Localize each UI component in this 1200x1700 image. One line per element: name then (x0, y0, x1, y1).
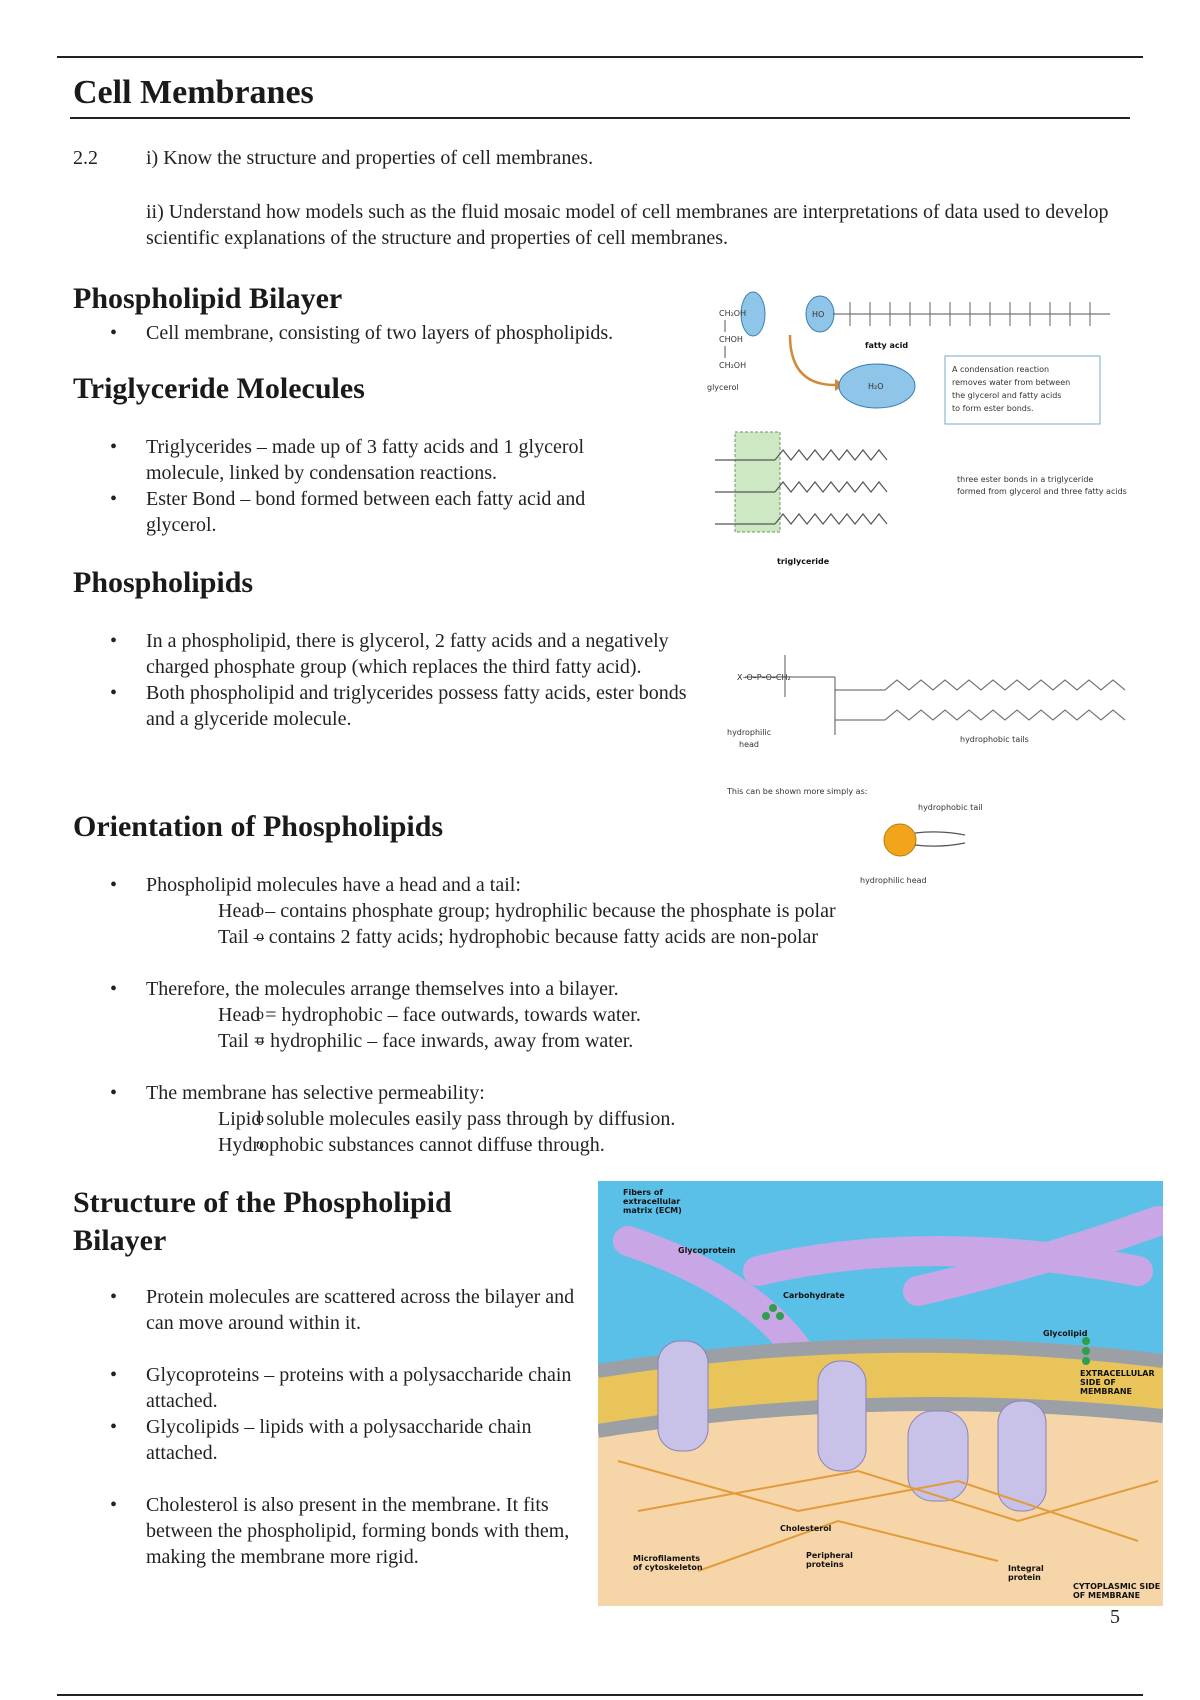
extracellular-label-3: MEMBRANE (1080, 1387, 1132, 1396)
hydrophobic-tails-label: hydrophobic tails (960, 735, 1029, 744)
structure-list-1 (74, 1284, 589, 1336)
reaction-arrow (790, 335, 835, 385)
condensation-note-3: the glycerol and fatty acids (952, 391, 1062, 400)
page-title: Cell Membranes (73, 74, 314, 111)
objective-2: ii) Understand how models such as the fluid mosaic model of cell membranes are interpretations of data used to develop scientific explanations of the structure and properties of cell membranes. (146, 201, 1109, 249)
carbohydrate-label: Carbohydrate (783, 1291, 845, 1300)
list-item: • Both phospholipid and triglycerides possess fatty acids, ester bonds and a glyceride molecule. (74, 680, 699, 732)
glycerol-group-1: CH₂OH (719, 309, 747, 318)
condensation-note-2: removes water from between (952, 378, 1071, 387)
ho-label: HO (812, 310, 825, 319)
orientation-sublist-3 (146, 1106, 1074, 1158)
hydrophilic-head-simple-label: hydrophilic head (860, 876, 927, 885)
peripheral-label-2: proteins (806, 1560, 844, 1569)
glycerol-group-2: CHOH (719, 335, 743, 344)
x-symbol-text: X–O–P–O–CH₂ (737, 673, 791, 682)
heading-orientation: Orientation of Phospholipids (73, 810, 444, 843)
hydrophobic-tail-label: hydrophobic tail (918, 803, 983, 812)
condensation-note-4: to form ester bonds. (952, 404, 1034, 413)
sub-list-item: o Hydrophobic substances cannot diffuse through. (146, 1132, 1074, 1158)
list-item: • Protein molecules are scattered across the bilayer and can move around within it. (74, 1284, 589, 1336)
extracellular-label-1: EXTRACELLULAR (1080, 1369, 1155, 1378)
extracellular-label-2: SIDE OF (1080, 1378, 1116, 1387)
heading-phospholipid-bilayer: Phospholipid Bilayer (73, 282, 343, 315)
structure-list-2 (74, 1362, 589, 1466)
phospholipid-figure (725, 645, 1145, 890)
list-item: • Therefore, the molecules arrange themselves into a bilayer. (74, 976, 1074, 1002)
orientation-sublist-2 (146, 1002, 1074, 1054)
bottom-rule (57, 1694, 1143, 1696)
fluid-mosaic-figure (598, 1181, 1163, 1606)
ester-note-1: three ester bonds in a triglyceride (957, 475, 1094, 484)
title-underline (70, 117, 1130, 119)
spec-number: 2.2 (73, 147, 98, 169)
sub-list-item: o Head = hydrophobic – face outwards, towards water. (146, 1002, 1074, 1028)
list-item: • Phospholipid molecules have a head and a tail: (74, 872, 1074, 898)
list-item: • Glycoproteins – proteins with a polysaccharide chain attached. (74, 1362, 589, 1414)
glycoprotein-label: Glycoprotein (678, 1246, 736, 1255)
phospholipid-head-circle (884, 824, 916, 856)
microfilaments-label-1: Microfilaments (633, 1554, 700, 1563)
ester-note-2: formed from glycerol and three fatty acids (957, 487, 1127, 496)
glycolipid-label: Glycolipid (1043, 1329, 1088, 1338)
list-item: • The membrane has selective permeability: (74, 1080, 1074, 1106)
list-item: • In a phospholipid, there is glycerol, 2 fatty acids and a negatively charged phosphate group (which replaces the third fatty acid). (74, 628, 699, 680)
sub-list-item: o Head – contains phosphate group; hydrophilic because the phosphate is polar (146, 898, 1074, 924)
condensation-note-1: A condensation reaction (952, 365, 1050, 374)
phospholipid-bilayer-list (74, 320, 674, 346)
integral-label-2: protein (1008, 1573, 1041, 1582)
heading-triglyceride: Triglyceride Molecules (73, 372, 365, 405)
phospholipid-tails (885, 680, 1125, 720)
glycerol-group-3: CH₂OH (719, 361, 747, 370)
cytoplasmic-label-2: OF MEMBRANE (1073, 1591, 1141, 1600)
peripheral-label-1: Peripheral (806, 1551, 853, 1560)
glycerol-label: glycerol (707, 383, 739, 392)
sub-list-item: o Tail – contains 2 fatty acids; hydrophobic because fatty acids are non-polar (146, 924, 1074, 950)
triglyceride-label: triglyceride (777, 557, 830, 566)
heading-structure (73, 1184, 452, 1260)
phospholipid-tail-lines (915, 832, 965, 846)
orientation-list-3 (74, 1080, 1074, 1106)
ecm-label-1: Fibers of (623, 1188, 663, 1197)
cholesterol-label: Cholesterol (780, 1524, 832, 1533)
triglyceride-list (74, 434, 654, 538)
ester-highlight (735, 432, 780, 532)
phosphate-group (745, 655, 885, 735)
ecm-label-3: matrix (ECM) (623, 1206, 682, 1215)
microfilaments-label-2: of cytoskeleton (633, 1563, 703, 1572)
hydrophilic-head-label-2: head (739, 740, 759, 749)
heading-structure-line1: Structure of the Phospholipid (73, 1186, 452, 1219)
integral-label-1: Integral (1008, 1564, 1044, 1573)
heading-phospholipids: Phospholipids (73, 566, 254, 599)
ecm-label-2: extracellular (623, 1197, 681, 1206)
orientation-sublist-1 (146, 898, 1074, 950)
list-item: • Cholesterol is also present in the membrane. It fits between the phospholipid, forming bonds with them, making the membrane more rigid. (74, 1492, 589, 1570)
structure-list-3 (74, 1492, 589, 1570)
sub-list-item: o Tail = hydrophilic – face inwards, away from water. (146, 1028, 1074, 1054)
hydrophilic-head-label-1: hydrophilic (727, 728, 772, 737)
cytoplasmic-label-1: CYTOPLASMIC SIDE (1073, 1582, 1161, 1591)
orientation-block (74, 872, 1074, 1158)
water-label: H₂O (868, 382, 884, 391)
list-item: • Glycolipids – lipids with a polysaccharide chain attached. (74, 1414, 589, 1466)
structure-block (74, 1284, 589, 1570)
objective-1: i) Know the structure and properties of cell membranes. (146, 147, 594, 169)
fatty-acid-label: fatty acid (865, 341, 909, 350)
top-rule (57, 56, 1143, 58)
sub-list-item: o Lipid soluble molecules easily pass through by diffusion. (146, 1106, 1074, 1132)
list-item: • Ester Bond – bond formed between each fatty acid and glycerol. (74, 486, 654, 538)
page-number: 5 (1110, 1606, 1120, 1628)
list-item: • Cell membrane, consisting of two layers of phospholipids. (74, 320, 674, 346)
phospholipids-list (74, 628, 699, 732)
simple-note: This can be shown more simply as: (727, 787, 868, 796)
orientation-list-2 (74, 976, 1074, 1002)
triglyceride-figure (705, 280, 1150, 570)
list-item: • Triglycerides – made up of 3 fatty acids and 1 glycerol molecule, linked by condensation reactions. (74, 434, 654, 486)
heading-structure-line2: Bilayer (73, 1224, 167, 1257)
